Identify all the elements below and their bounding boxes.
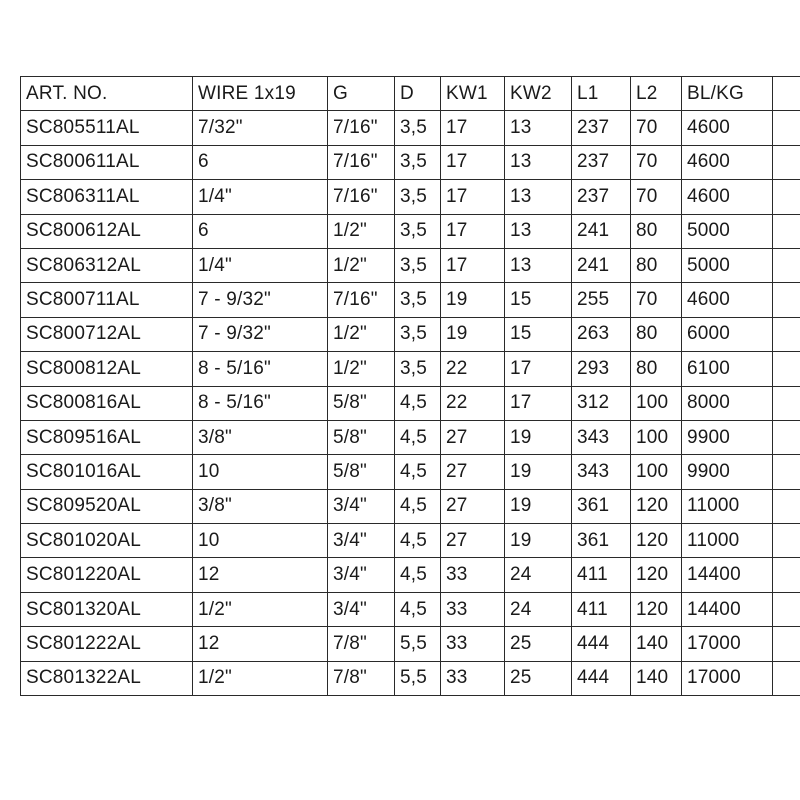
table-row <box>21 180 800 214</box>
table-row <box>21 455 800 489</box>
cell-l1: 411 <box>572 592 631 626</box>
cell-kw2: 19 <box>505 524 572 558</box>
cell-art-no: SC809520AL <box>21 489 193 523</box>
cell-wire: 1/4" <box>193 248 328 282</box>
cell-wire: 6 <box>193 214 328 248</box>
table-header-row <box>21 77 800 111</box>
cell-d: 4,5 <box>395 524 441 558</box>
cell-bl-kg: 8000 <box>682 386 773 420</box>
cell-d: 3,5 <box>395 283 441 317</box>
cell-kw1: 22 <box>441 352 505 386</box>
cropped-column-cell <box>773 248 800 282</box>
cell-l1: 237 <box>572 111 631 145</box>
cell-l1: 361 <box>572 489 631 523</box>
cell-kw1: 33 <box>441 592 505 626</box>
table-row <box>21 283 800 317</box>
cell-art-no: SC801322AL <box>21 661 193 695</box>
column-header-kw1: KW1 <box>441 77 505 111</box>
cell-l2: 100 <box>631 455 682 489</box>
column-header-l1: L1 <box>572 77 631 111</box>
cell-l1: 263 <box>572 317 631 351</box>
cell-l2: 70 <box>631 180 682 214</box>
cropped-column-cell <box>773 180 800 214</box>
cell-l1: 241 <box>572 214 631 248</box>
cell-l1: 237 <box>572 145 631 179</box>
table-row <box>21 592 800 626</box>
cell-bl-kg: 4600 <box>682 180 773 214</box>
cell-kw1: 17 <box>441 111 505 145</box>
cell-g: 7/16" <box>328 283 395 317</box>
cell-bl-kg: 6000 <box>682 317 773 351</box>
cropped-column-cell <box>773 627 800 661</box>
cell-wire: 1/2" <box>193 661 328 695</box>
cell-g: 1/2" <box>328 352 395 386</box>
cell-l2: 80 <box>631 317 682 351</box>
cropped-column-cell <box>773 489 800 523</box>
spec-table <box>20 76 800 696</box>
cropped-column-cell <box>773 283 800 317</box>
cell-l1: 237 <box>572 180 631 214</box>
cell-l1: 343 <box>572 420 631 454</box>
cell-l1: 411 <box>572 558 631 592</box>
column-header-kw2: KW2 <box>505 77 572 111</box>
cell-bl-kg: 11000 <box>682 489 773 523</box>
cell-l2: 120 <box>631 524 682 558</box>
table-row <box>21 661 800 695</box>
cell-g: 3/4" <box>328 558 395 592</box>
cell-l1: 361 <box>572 524 631 558</box>
column-header-l2: L2 <box>631 77 682 111</box>
cell-kw1: 22 <box>441 386 505 420</box>
cell-art-no: SC806312AL <box>21 248 193 282</box>
cell-art-no: SC800611AL <box>21 145 193 179</box>
cell-kw1: 19 <box>441 283 505 317</box>
cell-g: 1/2" <box>328 214 395 248</box>
cell-kw2: 13 <box>505 111 572 145</box>
cell-g: 3/4" <box>328 489 395 523</box>
cell-art-no: SC800711AL <box>21 283 193 317</box>
cell-kw2: 13 <box>505 145 572 179</box>
cell-art-no: SC801222AL <box>21 627 193 661</box>
cell-d: 3,5 <box>395 111 441 145</box>
cell-kw2: 19 <box>505 420 572 454</box>
cell-l2: 80 <box>631 352 682 386</box>
table-row <box>21 111 800 145</box>
cell-kw2: 17 <box>505 352 572 386</box>
cropped-column-cell <box>773 455 800 489</box>
table-row <box>21 317 800 351</box>
cell-bl-kg: 5000 <box>682 248 773 282</box>
cell-l2: 120 <box>631 489 682 523</box>
cell-art-no: SC800816AL <box>21 386 193 420</box>
cell-l2: 120 <box>631 592 682 626</box>
cropped-column-cell <box>773 352 800 386</box>
cell-kw2: 25 <box>505 627 572 661</box>
column-header-wire: WIRE 1x19 <box>193 77 328 111</box>
cell-bl-kg: 11000 <box>682 524 773 558</box>
cell-l2: 80 <box>631 248 682 282</box>
cell-art-no: SC809516AL <box>21 420 193 454</box>
cell-kw2: 15 <box>505 317 572 351</box>
cell-d: 4,5 <box>395 489 441 523</box>
cropped-column-cell <box>773 77 800 111</box>
cell-art-no: SC800812AL <box>21 352 193 386</box>
cell-d: 3,5 <box>395 352 441 386</box>
cell-kw2: 24 <box>505 592 572 626</box>
cell-kw1: 33 <box>441 661 505 695</box>
cell-wire: 7/32" <box>193 111 328 145</box>
cell-kw2: 24 <box>505 558 572 592</box>
cropped-column-cell <box>773 111 800 145</box>
cell-kw1: 33 <box>441 558 505 592</box>
cell-bl-kg: 17000 <box>682 627 773 661</box>
cropped-column-cell <box>773 558 800 592</box>
cell-wire: 3/8" <box>193 420 328 454</box>
cell-d: 4,5 <box>395 420 441 454</box>
cell-g: 3/4" <box>328 592 395 626</box>
cell-kw1: 17 <box>441 248 505 282</box>
cell-wire: 6 <box>193 145 328 179</box>
cropped-column-cell <box>773 661 800 695</box>
cell-l2: 80 <box>631 214 682 248</box>
cell-art-no: SC801220AL <box>21 558 193 592</box>
table-row <box>21 627 800 661</box>
cell-l2: 140 <box>631 661 682 695</box>
cell-d: 4,5 <box>395 386 441 420</box>
cell-l1: 444 <box>572 661 631 695</box>
cell-kw2: 13 <box>505 248 572 282</box>
cropped-column-cell <box>773 592 800 626</box>
cell-kw1: 27 <box>441 489 505 523</box>
column-header-g: G <box>328 77 395 111</box>
table-row <box>21 524 800 558</box>
cell-art-no: SC800712AL <box>21 317 193 351</box>
cell-g: 5/8" <box>328 420 395 454</box>
cell-d: 3,5 <box>395 317 441 351</box>
cell-d: 4,5 <box>395 558 441 592</box>
cell-art-no: SC801320AL <box>21 592 193 626</box>
cell-kw2: 17 <box>505 386 572 420</box>
cell-kw1: 17 <box>441 214 505 248</box>
cell-kw1: 17 <box>441 145 505 179</box>
cell-l1: 343 <box>572 455 631 489</box>
spec-table-wrapper <box>20 76 800 696</box>
cell-kw2: 13 <box>505 180 572 214</box>
cell-l2: 140 <box>631 627 682 661</box>
cell-wire: 7 - 9/32" <box>193 283 328 317</box>
table-row <box>21 145 800 179</box>
cell-g: 7/16" <box>328 111 395 145</box>
cell-g: 7/8" <box>328 661 395 695</box>
cell-kw2: 15 <box>505 283 572 317</box>
column-header-art-no: ART. NO. <box>21 77 193 111</box>
cell-g: 5/8" <box>328 386 395 420</box>
cell-l2: 100 <box>631 386 682 420</box>
cell-l2: 100 <box>631 420 682 454</box>
cell-l2: 70 <box>631 145 682 179</box>
column-header-bl-kg: BL/KG <box>682 77 773 111</box>
cell-d: 3,5 <box>395 248 441 282</box>
cell-bl-kg: 14400 <box>682 592 773 626</box>
column-header-d: D <box>395 77 441 111</box>
cell-g: 7/8" <box>328 627 395 661</box>
cell-bl-kg: 6100 <box>682 352 773 386</box>
cell-kw2: 19 <box>505 489 572 523</box>
cropped-column-cell <box>773 524 800 558</box>
cell-wire: 10 <box>193 524 328 558</box>
table-row <box>21 352 800 386</box>
cell-wire: 7 - 9/32" <box>193 317 328 351</box>
cell-g: 7/16" <box>328 180 395 214</box>
cell-kw1: 33 <box>441 627 505 661</box>
cell-l1: 312 <box>572 386 631 420</box>
cell-l2: 70 <box>631 283 682 317</box>
cropped-column-cell <box>773 145 800 179</box>
cell-d: 4,5 <box>395 455 441 489</box>
cell-kw1: 27 <box>441 524 505 558</box>
cell-wire: 8 - 5/16" <box>193 352 328 386</box>
cell-wire: 8 - 5/16" <box>193 386 328 420</box>
cell-d: 4,5 <box>395 592 441 626</box>
cell-wire: 10 <box>193 455 328 489</box>
table-row <box>21 489 800 523</box>
cell-d: 5,5 <box>395 627 441 661</box>
cell-kw2: 13 <box>505 214 572 248</box>
cell-kw2: 25 <box>505 661 572 695</box>
cell-d: 3,5 <box>395 180 441 214</box>
cell-bl-kg: 4600 <box>682 283 773 317</box>
cell-l2: 70 <box>631 111 682 145</box>
cell-bl-kg: 5000 <box>682 214 773 248</box>
cell-art-no: SC801020AL <box>21 524 193 558</box>
cell-g: 3/4" <box>328 524 395 558</box>
cell-bl-kg: 17000 <box>682 661 773 695</box>
cell-kw1: 27 <box>441 420 505 454</box>
cell-bl-kg: 4600 <box>682 145 773 179</box>
cell-g: 1/2" <box>328 317 395 351</box>
table-row <box>21 420 800 454</box>
table-row <box>21 386 800 420</box>
cell-g: 1/2" <box>328 248 395 282</box>
table-row <box>21 214 800 248</box>
cell-kw1: 17 <box>441 180 505 214</box>
cell-g: 5/8" <box>328 455 395 489</box>
cell-l1: 293 <box>572 352 631 386</box>
cell-bl-kg: 9900 <box>682 420 773 454</box>
cell-l1: 255 <box>572 283 631 317</box>
cell-d: 3,5 <box>395 214 441 248</box>
cell-art-no: SC805511AL <box>21 111 193 145</box>
cell-art-no: SC801016AL <box>21 455 193 489</box>
cell-kw1: 27 <box>441 455 505 489</box>
cell-wire: 3/8" <box>193 489 328 523</box>
cell-d: 3,5 <box>395 145 441 179</box>
cell-wire: 1/4" <box>193 180 328 214</box>
cell-art-no: SC800612AL <box>21 214 193 248</box>
cell-kw2: 19 <box>505 455 572 489</box>
cell-l2: 120 <box>631 558 682 592</box>
cropped-column-cell <box>773 214 800 248</box>
cropped-column-cell <box>773 420 800 454</box>
table-row <box>21 558 800 592</box>
cell-wire: 1/2" <box>193 592 328 626</box>
cropped-column-cell <box>773 386 800 420</box>
cropped-column-cell <box>773 317 800 351</box>
cell-bl-kg: 9900 <box>682 455 773 489</box>
cell-bl-kg: 4600 <box>682 111 773 145</box>
cell-bl-kg: 14400 <box>682 558 773 592</box>
cell-d: 5,5 <box>395 661 441 695</box>
cell-l1: 241 <box>572 248 631 282</box>
cell-art-no: SC806311AL <box>21 180 193 214</box>
cell-wire: 12 <box>193 558 328 592</box>
cell-l1: 444 <box>572 627 631 661</box>
cell-wire: 12 <box>193 627 328 661</box>
table-row <box>21 248 800 282</box>
cell-g: 7/16" <box>328 145 395 179</box>
cell-kw1: 19 <box>441 317 505 351</box>
